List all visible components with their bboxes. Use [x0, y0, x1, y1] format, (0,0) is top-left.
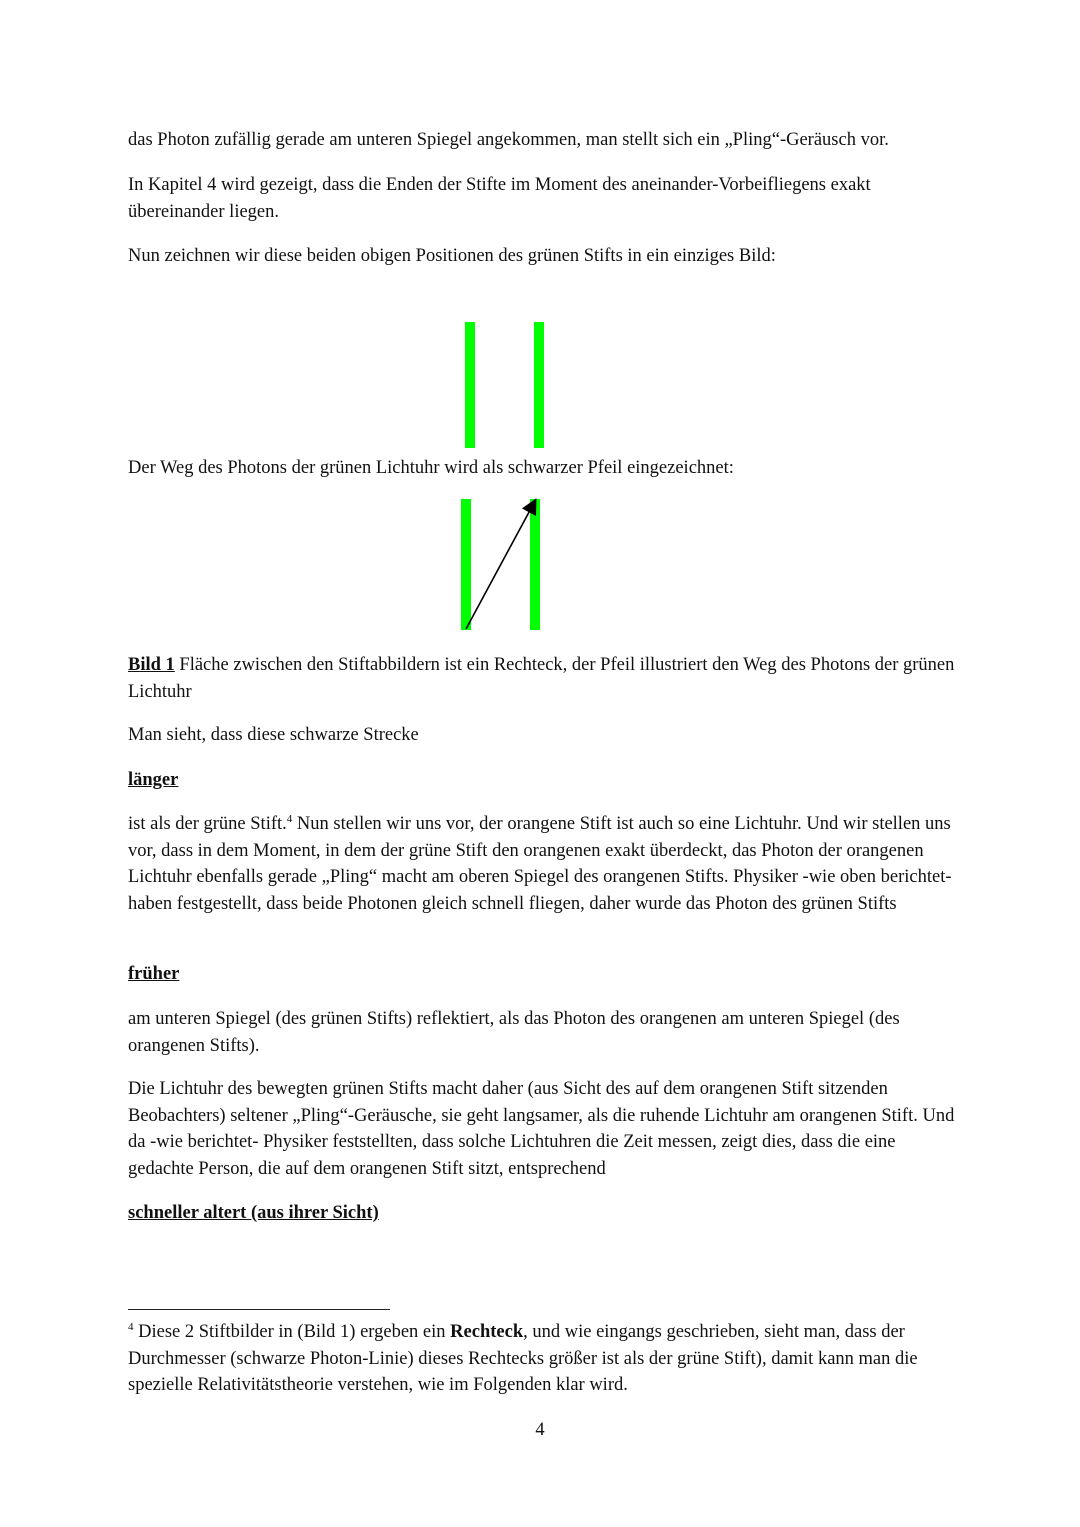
paragraph-lower-mirror: am unteren Spiegel (des grünen Stifts) reflektiert, als das Photon des orangenen am unteren Spiegel (des orangenen Stifts). [128, 1009, 900, 1056]
photon-path-arrow [466, 501, 535, 629]
page-number: 4 [535, 1420, 545, 1440]
footnote [128, 1319, 958, 1399]
figure-bild-1 [455, 495, 550, 635]
paragraph-draw-positions: Nun zeichnen wir diese beiden obigen Positionen des grünen Stifts in ein einziges Bild: [128, 246, 776, 266]
green-pen-left [465, 322, 475, 448]
emphasis-frueher-text: früher [128, 964, 180, 984]
emphasis-frueher [128, 961, 958, 988]
emphasis-laenger-text: länger [128, 770, 179, 790]
figure-two-pens [460, 320, 550, 450]
emphasis-ages-faster-text: schneller altert (aus ihrer Sicht) [128, 1203, 379, 1223]
footnote-text-b: , und wie eingangs geschrieben, sieht man, dass der Durchmesser (schwarze Photon-Linie) dieses Rechtecks größer ist als der grüne Stift), damit kann man die spezielle Relativitätstheorie verstehen, wie im Folgenden klar wird. [128, 1322, 918, 1395]
footnote-text-a: Diese 2 Stiftbilder in (Bild 1) ergeben ein [133, 1322, 451, 1342]
emphasis-laenger [128, 767, 958, 794]
paragraph-intro: das Photon zufällig gerade am unteren Spiegel angekommen, man stellt sich ein „Pling“-Geräusch vor. [128, 130, 889, 150]
caption-text: Fläche zwischen den Stiftabbildern ist ein Rechteck, der Pfeil illustriert den Weg des Photons der grünen Lichtuhr [128, 655, 955, 702]
green-pen-right [530, 499, 540, 630]
footnote-ref: 4 [286, 812, 293, 825]
paragraph-chapter-ref: In Kapitel 4 wird gezeigt, dass die Enden der Stifte im Moment des aneinander-Vorbeifliegens exakt übereinander liegen. [128, 175, 871, 222]
paragraph-orange-pen-b: Nun stellen wir uns vor, der orangene Stift ist auch so eine Lichtuhr. Und wir stellen uns vor, dass in dem Moment, in dem der grüne Stift den orangenen exakt überdeckt, das Photon der orangenen Lichtuhr ebenfalls gerade „Pling“ macht am oberen Spiegel des orangenen Stifts. Physiker -wie oben berichtet- haben festgestellt, dass beide Photonen gleich schnell fliegen, daher wurde das Photon des grünen Stifts [128, 814, 952, 914]
green-pen-left [461, 499, 471, 630]
paragraph-black-line: Man sieht, dass diese schwarze Strecke [128, 725, 419, 745]
footnote-marker: 4 [128, 1320, 134, 1333]
paragraph-orange-pen [128, 811, 958, 917]
footnote-bold: Rechteck [450, 1322, 524, 1342]
caption-label: Bild 1 [128, 655, 175, 675]
green-pen-right [534, 322, 544, 448]
emphasis-ages-faster [128, 1200, 958, 1227]
figure-caption [128, 652, 958, 705]
footnote-divider [128, 1309, 390, 1310]
paragraph-arrow-intro: Der Weg des Photons der grünen Lichtuhr wird als schwarzer Pfeil eingezeichnet: [128, 458, 734, 478]
paragraph-light-clock: Die Lichtuhr des bewegten grünen Stifts macht daher (aus Sicht des auf dem orangenen Stift sitzenden Beobachters) seltener „Pling“-Geräusche, sie geht langsamer, als die ruhende Lichtuhr am orangenen Stift. Und da -wie berichtet- Physiker feststellten, dass solche Lichtuhren die Zeit messen, zeigt dies, dass die eine gedachte Person, die auf dem orangenen Stift sitzt, entsprechend [128, 1079, 955, 1179]
paragraph-orange-pen-a: ist als der grüne Stift. [128, 814, 287, 834]
